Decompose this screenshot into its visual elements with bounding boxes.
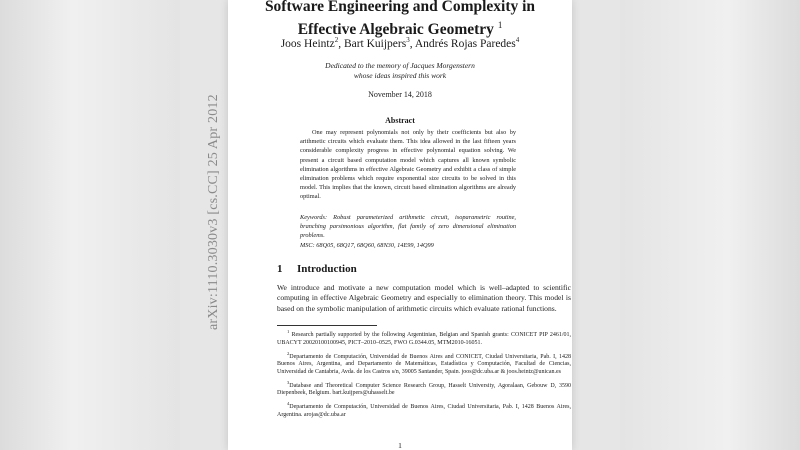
title-line-2: Effective Algebraic Geometry xyxy=(297,21,494,39)
msc-text: 68Q05, 68Q17, 68Q60, 68N30, 14E99, 14Q99 xyxy=(316,242,434,249)
paper-title xyxy=(228,0,572,39)
footnote-mark: 1 xyxy=(287,329,290,334)
publication-date: November 14, 2018 xyxy=(368,90,432,99)
footnote xyxy=(277,400,571,419)
footnote-text: Database and Theoretical Computer Science Research Group, Hasselt University, Agoralaan, Gebouw D, 3590 Diepenbeek, Belgium. bart.kuijpers@uhasselt.be xyxy=(277,382,571,397)
section-title: Introduction xyxy=(297,263,357,275)
abstract-text: One may represent polynomials not only by their coefficients but also by arithmetic circuits which evaluate them. This idea allowed in the last fifteen years considerable complexity progress in effective polynomial equation solving. We present a circuit based computation model which captures all known symbolic elimination algorithms in effective Algebraic Geometry and exhibit a class of simple elimination problems which require exponential size circuits to be solved in this model. This implies that the known, circuit based elimination algorithms are already optimal. xyxy=(300,129,516,201)
dedication xyxy=(228,61,572,81)
footnote xyxy=(277,379,571,398)
background-left xyxy=(0,0,180,450)
author-name: Bart Kuijpers xyxy=(343,37,407,50)
author-separator: , xyxy=(338,37,344,50)
keywords-text: Robust parameterized arithmetic circuit, isoparametric routine, branching parsimonious algorithm, flat family of zero dimensional elimination problems. xyxy=(300,214,516,240)
footnote-text: Research partially supported by the following Argentinian, Belgian and Spanish grants: CONICET PIP 2461/01, UBACYT 20020100100945, PICT–2010–0525, FWO G.0344.05, MTM2010-16051. xyxy=(277,332,572,346)
footnote-mark: 4 xyxy=(287,401,290,407)
author-name: Andrés Rojas Paredes xyxy=(414,37,516,50)
author-list xyxy=(228,36,572,50)
keywords xyxy=(300,213,516,241)
author-mark: 4 xyxy=(515,36,520,44)
author-name: Joos Heintz xyxy=(280,37,335,50)
keywords-label: Keywords: xyxy=(300,214,328,221)
section-heading xyxy=(277,263,357,275)
footnote-text: Departamento de Computación, Universidad de Buenos Aires, Ciudad Universitaria, Pab. I, 1428 Buenos Aires, Argentina. arojas@dc.uba.ar xyxy=(277,404,571,418)
footnote xyxy=(277,350,571,377)
author-mark: 3 xyxy=(406,36,410,44)
background-right xyxy=(620,0,800,450)
dedication-line-1: Dedicated to the memory of Jacques Morgenstern xyxy=(325,61,475,70)
title-footnote-mark: 1 xyxy=(497,20,503,30)
footnotes xyxy=(277,328,571,422)
author-mark: 2 xyxy=(334,36,339,44)
paper-page xyxy=(228,0,572,450)
abstract-heading: Abstract xyxy=(385,116,415,125)
author-separator: , xyxy=(409,37,415,50)
arxiv-identifier: arXiv:1110.3030v3 [cs.CC] 25 Apr 2012 xyxy=(206,94,221,330)
msc-label: MSC: xyxy=(300,242,315,249)
footnote-rule xyxy=(277,325,377,326)
section-number: 1 xyxy=(277,263,283,275)
title-line-1: Software Engineering and Complexity in xyxy=(264,0,536,15)
footnote-mark: 3 xyxy=(287,379,290,385)
footnote-mark: 2 xyxy=(287,350,290,356)
footnote xyxy=(277,328,571,347)
page-number: 1 xyxy=(398,441,402,450)
dedication-line-2: whose ideas inspired this work xyxy=(353,71,447,80)
introduction-paragraph: We introduce and motivate a new computation model which is well–adapted to scientific computing in effective Algebraic Geometry and especially to elimination theory. This model is based on the symbolic manipulation of arithmetic circuits which evaluate rational functions. xyxy=(277,283,571,313)
footnote-text: Departamento de Computación, Universidad de Buenos Aires and CONICET, Ciudad Universitaria, Pab. I, 1428 Buenos Aires, Argentina, and Departamento de Matemáticas, Estadística y Computación, Facultad de Ciencias, Universidad de Cantabria, Avda. de los Castros s/n, 39005 Santander, Spain. joos@dc.uba.ar & joos.heintz@unican.es xyxy=(277,353,571,375)
msc-codes xyxy=(300,241,516,250)
